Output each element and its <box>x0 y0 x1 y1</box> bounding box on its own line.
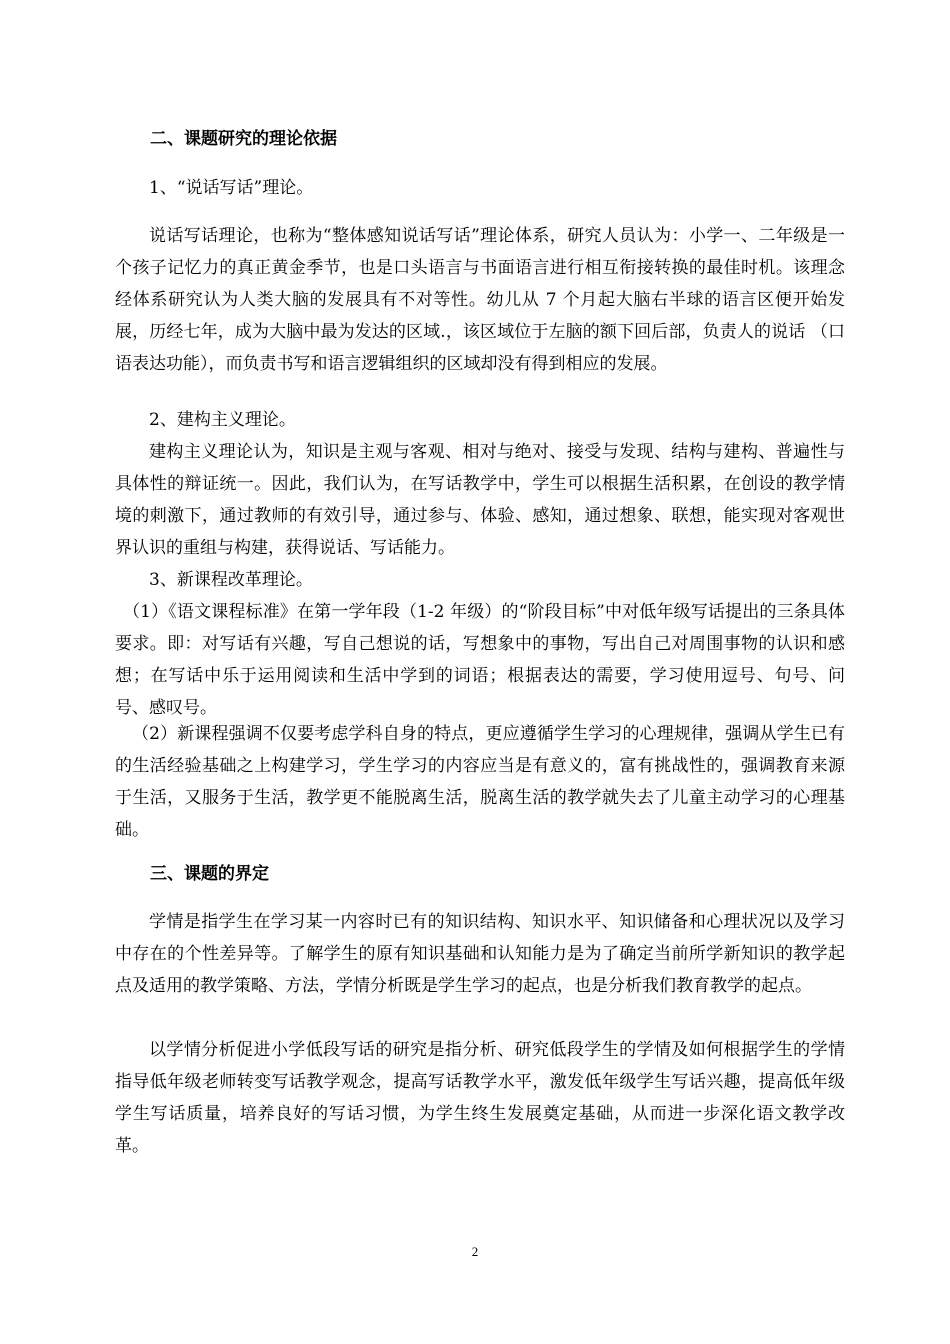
page-number: 2 <box>471 1244 479 1259</box>
theory-3-item-2: （2）新课程强调不仅要考虑学科自身的特点，更应遵循学生学习的心理规律，强调从学生已有的生活经验基础之上构建学习，学生学习的内容应当是有意义的，富有挑战性的，强调教育来源于生活，又服务于生活，教学更不能脱离生活，脱离生活的教学就失去了儿童主动学习的心理基础。 <box>115 724 845 840</box>
definition-paragraph-2: 以学情分析促进小学低段写话的研究是指分析、研究低段学生的学情及如何根据学生的学情指导低年级老师转变写话教学观念，提高写话教学水平，激发低年级学生写话兴趣，提高低年级学生写话质量，培养良好的写话习惯，为学生终生发展奠定基础，从而进一步深化语文教学改革。 <box>115 1040 845 1156</box>
theory-3-item-1: （1）《语文课程标准》在第一学年段（1-2 年级）的“阶段目标”中对低年级写话提出的三条具体要求。即：对写话有兴趣，写自己想说的话，写想象中的事物，写出自己对周围事物的认识和感想；在写话中乐于运用阅读和生活中学到的词语；根据表达的需要，学习使用逗号、句号、问号、感叹号。 <box>115 602 845 718</box>
section-heading-theory: 二、课题研究的理论依据 <box>150 129 337 149</box>
theory-2-title: 2、建构主义理论。 <box>149 410 296 430</box>
theory-2-body: 建构主义理论认为，知识是主观与客观、相对与绝对、接受与发现、结构与建构、普遍性与具体性的辩证统一。因此，我们认为，在写话教学中，学生可以根据生活积累，在创设的教学情境的刺激下，通过教师的有效引导，通过参与、体验、感知，通过想象、联想，能实现对客观世界认识的重组与构建，获得说话、写话能力。 <box>115 442 845 558</box>
theory-1-body: 说话写话理论，也称为“整体感知说话写话”理论体系，研究人员认为：小学一、二年级是一个孩子记忆力的真正黄金季节，也是口头语言与书面语言进行相互衔接转换的最佳时机。该理念经体系研究认为人类大脑的发展具有不对等性。幼儿从 7 个月起大脑右半球的语言区便开始发展，历经七年，成为大脑中最为发达的区域.，该区域位于左脑的额下回后部，负责人的说话 （口语表达功能），而负责书写和语言逻辑组织的区域却没有得到相应的发展。 <box>115 226 845 374</box>
definition-paragraph-1: 学情是指学生在学习某一内容时已有的知识结构、知识水平、知识储备和心理状况以及学习中存在的个性差异等。了解学生的原有知识基础和认知能力是为了确定当前所学新知识的教学起点及适用的教学策略、方法，学情分析既是学生学习的起点，也是分析我们教育教学的起点。 <box>115 912 845 996</box>
section-heading-definition: 三、课题的界定 <box>150 864 269 884</box>
theory-3-title: 3、新课程改革理论。 <box>149 570 313 590</box>
theory-1-title: 1、“说话写话”理论。 <box>149 178 314 198</box>
